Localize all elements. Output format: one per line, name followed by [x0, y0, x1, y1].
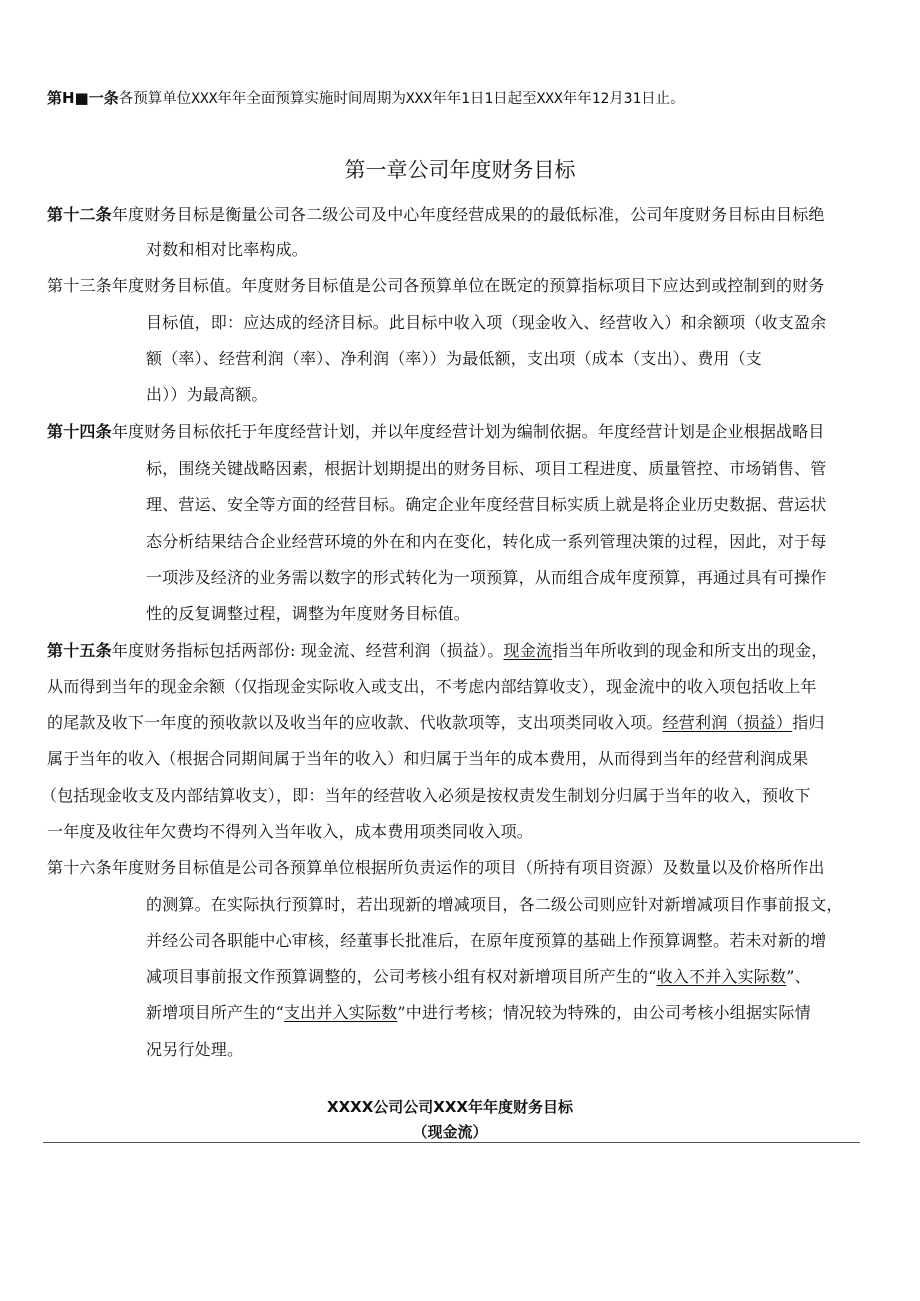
clause-15-line-4: 属于当年的收入（根据合同期间属于当年的收入）和归属于当年的成本费用，从而得到当年的经营利润成果: [47, 749, 809, 768]
clause-13-label: 第十三条: [47, 276, 112, 295]
clause-14-label: 第十四条: [47, 422, 112, 441]
clause-16-line-3: 并经公司各职能中心审核，经董事长批准后，在原年度预算的基础上作预算调整。若未对新的增: [146, 931, 827, 950]
clause-16-line-4: 减项目事前报文作预算调整的，公司考核小组有权对新增项目所产生的“收入不并入实际数”、: [146, 967, 811, 986]
clause-14-line-2: 标，围绕关键战略因素，根据计划期提出的财务目标、项目工程进度、质量管控、市场销售、管: [146, 459, 827, 478]
clause-16-line-2: 的测算。在实际执行预算时，若出现新的增减项目，各二级公司则应针对新增减项目作事前报文，: [146, 895, 843, 914]
clause-14-line-3: 理、营运、安全等方面的经营目标。确定企业年度经营目标实质上就是将企业历史数据、营运状: [146, 495, 827, 514]
clause-15-line-3: 的尾款及收下一年度的预收款以及收当年的应收款、代收款项等，支出项类同收入项。经营利润（损益）指归: [47, 713, 825, 732]
clause-12-label: 第十二条: [47, 205, 112, 224]
clause-15-label: 第十五条: [47, 641, 112, 660]
clause-14-line-4: 态分析结果结合企业经营环境的外在和内在变化，转化成一系列管理决策的过程，因此，对于每: [146, 532, 827, 551]
clause-16-line-5: 新增项目所产生的“支出并入实际数”中进行考核；情况较为特殊的，由公司考核小组据实际情: [146, 1003, 811, 1022]
clause-11: [47, 88, 685, 109]
table-caption-subtitle: （现金流）: [412, 1123, 488, 1141]
clause-13-line-2: 目标值，即：应达成的经济目标。此目标中收入项（现金收入、经营收入）和余额项（收支盈余: [146, 313, 827, 332]
term-expense-included: 支出并入实际数: [283, 1003, 398, 1022]
clause-16-line-1: 第十六条年度财务目标值是公司各预算单位根据所负责运作的项目（所持有项目资源）及数量以及价格所作出: [47, 858, 825, 877]
clause-14-line-1: 第十四条年度财务目标依托于年度经营计划，并以年度经营计划为编制依据。年度经营计划是企业根据战略目: [47, 422, 825, 441]
clause-15-line-6: 一年度及收往年欠费均不得列入当年收入，成本费用项类同收入项。: [47, 822, 534, 841]
clause-12-line-2: 对数和相对比率构成。: [146, 240, 309, 259]
clause-16-label: 第十六条: [47, 858, 112, 877]
clause-11-text: 各预算单位XXX年年全面预算实施时间周期为XXX年年1日1日起至XXX年年12月31日止。: [118, 91, 685, 107]
clause-13-line-4: 出））为最高额。: [146, 385, 268, 404]
clause-14-line-6: 性的反复调整过程，调整为年度财务目标值。: [146, 604, 471, 623]
clause-13-line-1: 第十三条年度财务目标值。年度财务目标值是公司各预算单位在既定的预算指标项目下应达到或控制到的财务: [47, 276, 825, 295]
table-top-rule: [43, 1142, 860, 1143]
clause-12-line-1: 第十二条年度财务目标是衡量公司各二级公司及中心年度经营成果的的最低标准，公司年度财务目标由目标绝: [47, 205, 825, 224]
term-operating-profit: 经营利润（损益）: [662, 713, 793, 732]
clause-16-line-6: 况另行处理。: [146, 1040, 244, 1059]
chapter-title: 第一章公司年度财务目标: [344, 158, 576, 182]
table-caption-title: XXXX公司公司XXX年年度财务目标: [327, 1098, 573, 1116]
clause-15-line-2: 从而得到当年的现金余额（仅指现金实际收入或支出，不考虑内部结算收支），现金流中的收入项包括收上年: [47, 677, 817, 696]
term-cash-flow: 现金流: [503, 641, 553, 660]
clause-13-line-3: 额（率）、经营利润（率）、净利润（率））为最低额，支出项（成本（支出）、费用（支: [146, 349, 763, 368]
clause-11-label: 第H■一条: [47, 89, 119, 107]
clause-14-line-5: 一项涉及经济的业务需以数字的形式转化为一项预算，从而组合成年度预算，再通过具有可操作: [146, 568, 827, 587]
term-income-not-included: 收入不并入实际数: [656, 967, 787, 986]
clause-15-line-1: 第十五条年度财务指标包括两部份: 现金流、经营利润（损益）。现金流指当年所收到的现金和所支出的现金，: [47, 641, 828, 660]
clause-15-line-5: （包括现金收支及内部结算收支），即：当年的经营收入必须是按权责发生制划分归属于当年的收入，预收下: [41, 786, 811, 805]
